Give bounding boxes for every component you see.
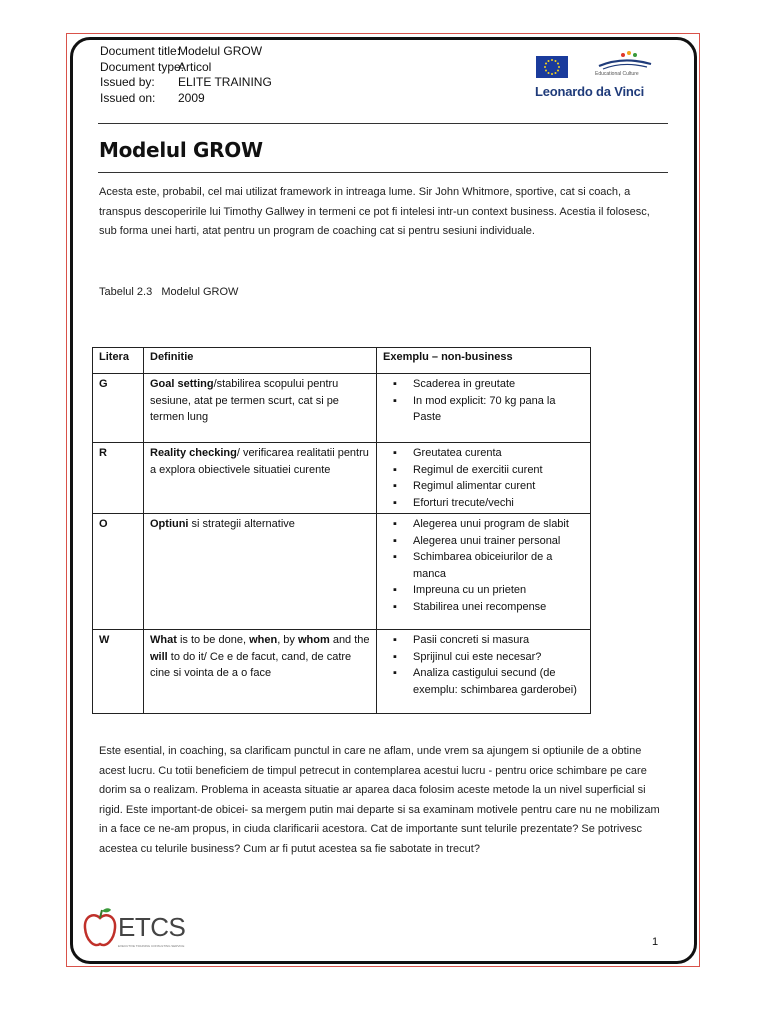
list-item: ▪ Regimul de exercitii curent: [401, 462, 584, 479]
table-row: [93, 630, 591, 714]
table-row: [93, 374, 591, 443]
leonardo-da-vinci-label: Leonardo da Vinci: [535, 84, 645, 99]
meta-row-issued-by: Issued by: ELITE TRAINING: [100, 75, 272, 89]
list-item: ▪ Analiza castigului secund (de exemplu: schimbarea garderobei): [401, 665, 584, 698]
definition-cell: Goal setting/stabilirea scopului pentru sesiune, atat pe termen scurt, cat si pe termen lung: [144, 374, 377, 443]
list-item: ▪ Alegerea unui program de slabit: [401, 516, 584, 533]
header-divider: [98, 123, 668, 124]
letter-cell: O: [93, 514, 144, 630]
table-header-row: [93, 348, 591, 374]
grow-table: [92, 347, 591, 714]
list-item: ▪ Impreuna cu un prieten: [401, 582, 584, 599]
page-title: Modelul GROW: [99, 138, 263, 162]
etcs-wordmark: ETCS: [118, 912, 186, 942]
body-paragraph: Este esential, in coaching, sa clarificam punctul in care ne aflam, unde vrem sa ajungem si optiunile de a obtine acest lucru. Cu totii beneficiem de timpul petrecut in contemplarea acestui lucru - pentru orice schimbare pe care dorim sa o realizam. Problema in aceasta situatie ar aparea daca folosim aceste metode la un nivel superficial si rigid. Este important-de obicei- sa mergem putin mai departe si sa examinam motivele pentru care nu ne mobilizam in a face ce ne-am propus, in ciuda clarificarii acestora. Cat de importante sunt telurile prezentate? Se potrivesc acestea cu telurile business? Cum ar fi putut acestea sa fie sabotate in trecut?: [99, 745, 660, 855]
intro-paragraph: Acesta este, probabil, cel mai utilizat framework in intreaga lume. Sir John Whitmore, sportive, cat si coach, a transpus descoperirile lui Timothy Gallwey in termeni ce pot fi intelesi intr-un context business. Acestia il folosesc, sub forma unei harti, atat pentru un program de coaching cat si pentru sesiuni individuale.: [99, 186, 650, 237]
list-item: ▪ In mod explicit: 70 kg pana la Paste: [401, 393, 584, 426]
letter-cell: R: [93, 443, 144, 514]
list-item: ▪ Scaderea in greutate: [401, 376, 584, 393]
table-caption: Tabelul 2.3 Modelul GROW: [99, 286, 239, 298]
meta-row-issued-on: Issued on: 2009: [100, 90, 205, 105]
program-logos: [533, 50, 663, 102]
list-item: ▪ Stabilirea unei recompense: [401, 599, 584, 616]
meta-row-type: Document type: Articol: [100, 59, 212, 74]
list-item: ▪ Pasii concreti si masura: [401, 632, 584, 649]
table-row: [93, 514, 591, 630]
etcs-logo: [80, 904, 186, 954]
header-litera: Litera: [93, 348, 144, 374]
header-definitie: Definitie: [144, 348, 377, 374]
title-divider: [98, 172, 668, 173]
example-cell: [377, 630, 591, 714]
list-item: ▪ Regimul alimentar curent: [401, 478, 584, 495]
table-row: [93, 443, 591, 514]
letter-cell: W: [93, 630, 144, 714]
list-item: ▪ Eforturi trecute/vechi: [401, 495, 584, 512]
example-cell: [377, 443, 591, 514]
letter-cell: G: [93, 374, 144, 443]
example-cell: [377, 514, 591, 630]
list-item: ▪ Alegerea unui trainer personal: [401, 533, 584, 550]
page-number: 1: [652, 936, 659, 948]
header-exemplu: Exemplu – non-business: [377, 348, 591, 374]
list-item: ▪ Schimbarea obiceiurilor de a manca: [401, 549, 584, 582]
list-item: ▪ Greutatea curenta: [401, 445, 584, 462]
definition-cell: What is to be done, when, by whom and the will to do it/ Ce e de facut, cand, de catre cine si vointa de a o face: [144, 630, 377, 714]
definition-cell: Optiuni si strategii alternative: [144, 514, 377, 630]
etcs-caption: EXECUTIVE TRAINING CONSULTING SERVICE: [118, 944, 185, 948]
example-cell: [377, 374, 591, 443]
list-item: ▪ Sprijinul cui este necesar?: [401, 649, 584, 666]
eu-flag-icon: [536, 56, 568, 78]
meta-row-title: Document title: Modelul GROW: [100, 44, 263, 58]
lifelong-learning-logo: [593, 50, 659, 80]
lifelong-caption: Educational Culture: [595, 71, 639, 77]
definition-cell: Reality checking/ verificarea realitatii pentru a explora obiectivele situatiei curente: [144, 443, 377, 514]
document-metadata: [100, 44, 272, 106]
